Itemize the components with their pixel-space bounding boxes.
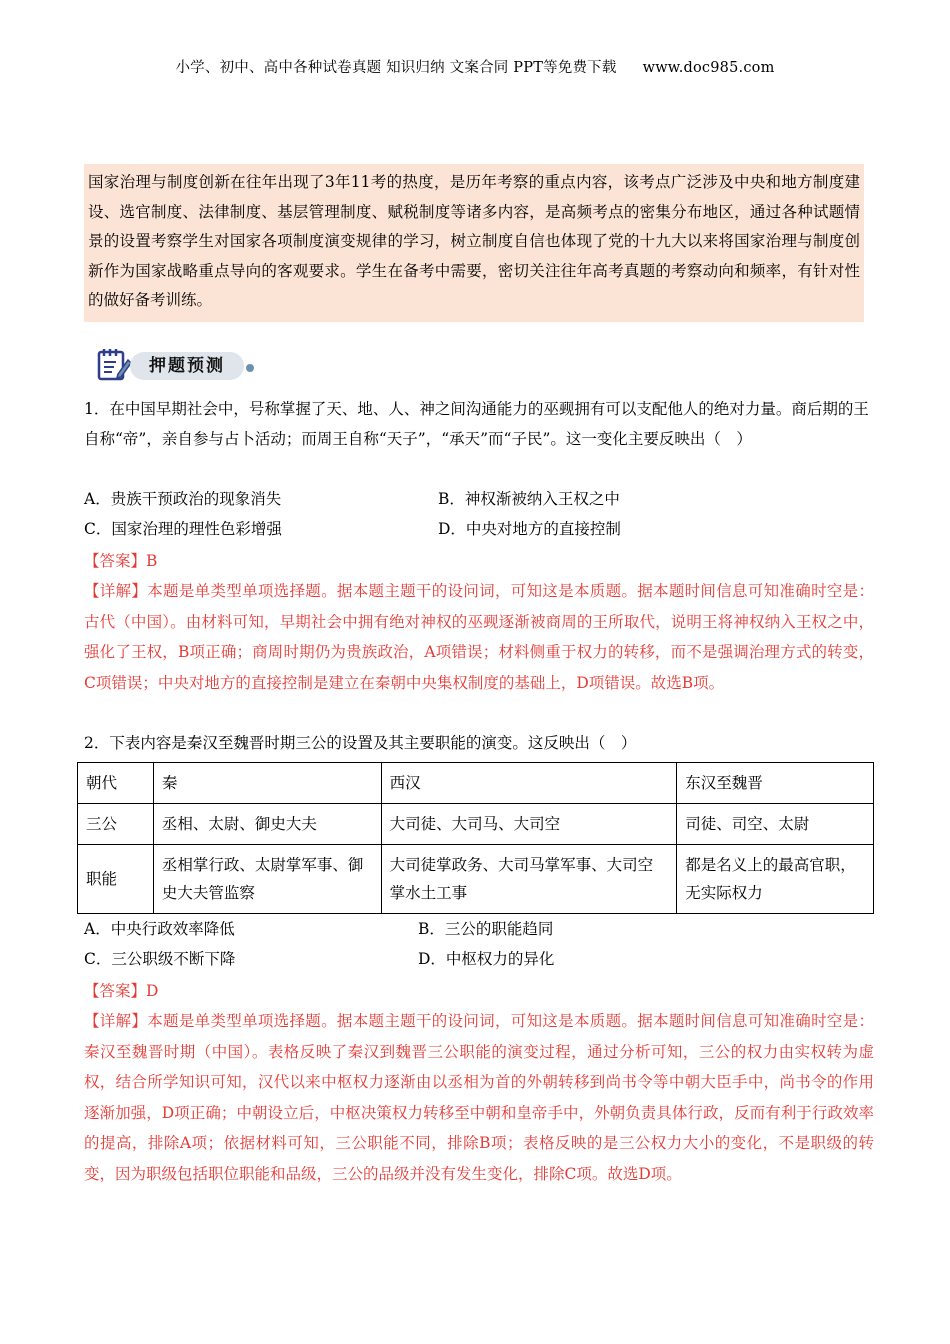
q1-detail-label: 【详解】 xyxy=(84,582,148,600)
table-row xyxy=(78,763,874,804)
header-url[interactable]: www.doc985.com xyxy=(642,60,775,76)
q1-option-d: D．中央对地方的直接控制 xyxy=(438,520,621,538)
table-cell: 职能 xyxy=(78,845,154,914)
header-text: 小学、初中、高中各种试卷真题 知识归纳 文案合同 PPT等免费下载 xyxy=(175,60,617,76)
section-banner xyxy=(96,346,266,386)
q2-table xyxy=(77,762,874,914)
q1-detail-text: 本题是单类型单项选择题。据本题主题干的设问词，可知这是本质题。据本题时间信息可知准确时空是：古代（中国）。由材料可知，早期社会中拥有绝对神权的巫觋逐渐被商周的王所取代，说明王将神权纳入王权之中，强化了王权，B项正确；商周时期仍为贵族政治，A项错误；材料侧重于权力的转移，而不是强调治理方式的转变，C项错误；中央对地方的直接控制是建立在秦朝中央集权制度的基础上，D项错误。故选B项。 xyxy=(84,582,874,692)
question-1-stem: 1．在中国早期社会中，号称掌握了天、地、人、神之间沟通能力的巫觋拥有可以支配他人的绝对力量。商后期的王自称“帝”，亲自参与占卜活动；而周王自称“天子”，“承天”而“子民”。这一变化主要反映出（ ） xyxy=(84,400,869,448)
table-cell: 秦 xyxy=(153,763,381,804)
page-header xyxy=(0,56,950,77)
table-row xyxy=(78,804,874,845)
table-cell: 丞相、太尉、御史大夫 xyxy=(153,804,381,845)
table-cell: 东汉至魏晋 xyxy=(677,763,874,804)
q2-detail-label: 【详解】 xyxy=(84,1012,148,1030)
q2-option-b: B．三公的职能趋同 xyxy=(418,920,554,938)
q2-detail xyxy=(84,1006,874,1189)
notebook-pencil-icon xyxy=(96,346,132,382)
q1-option-c: C．国家治理的理性色彩增强 xyxy=(84,520,282,538)
q1-answer xyxy=(84,546,157,576)
table-cell: 三公 xyxy=(78,804,154,845)
q2-answer-value: D xyxy=(146,982,159,1000)
q1-answer-label: 【答案】 xyxy=(84,552,147,570)
table-row xyxy=(78,845,874,914)
q2-option-d: D．中枢权力的异化 xyxy=(418,950,555,968)
q2-detail-text: 本题是单类型单项选择题。据本题主题干的设问词，可知这是本质题。据本题时间信息可知准确时空是：秦汉至魏晋时期（中国）。表格反映了秦汉到魏晋三公职能的演变过程，通过分析可知，三公的权力由实权转为虚权，结合所学知识可知，汉代以来中枢权力逐渐由以丞相为首的外朝转移到尚书令等中朝大臣手中，尚书令的作用逐渐加强，D项正确；中朝设立后，中枢决策权力转移至中朝和皇帝手中，外朝负责具体行政，反而有利于行政效率的提高，排除A项；依据材料可知，三公职能不同，排除B项；表格反映的是三公权力大小的变化，不是职级的转变，因为职级包括职位职能和品级，三公的品级并没有发生变化，排除C项。故选D项。 xyxy=(84,1012,874,1183)
table-cell: 西汉 xyxy=(381,763,677,804)
table-cell: 司徒、司空、太尉 xyxy=(677,804,874,845)
q1-answer-value: B xyxy=(146,552,158,570)
table-cell: 丞相掌行政、太尉掌军事、御史大夫管监察 xyxy=(153,845,381,914)
q2-option-c: C．三公职级不断下降 xyxy=(84,950,236,968)
q1-option-b: B．神权渐被纳入王权之中 xyxy=(438,490,620,508)
q1-option-a: A．贵族干预政治的现象消失 xyxy=(84,490,282,508)
table-cell: 大司徒、大司马、大司空 xyxy=(381,804,677,845)
q2-answer xyxy=(84,976,158,1006)
table-cell: 都是名义上的最高官职，无实际权力 xyxy=(677,845,874,914)
question-2-stem: 2．下表内容是秦汉至魏晋时期三公的设置及其主要职能的演变。这反映出（ ） xyxy=(84,734,637,752)
q2-answer-label: 【答案】 xyxy=(84,982,147,1000)
banner-label: 押题预测 xyxy=(130,352,244,380)
q1-detail xyxy=(84,576,874,698)
table-cell: 朝代 xyxy=(78,763,154,804)
intro-box: 国家治理与制度创新在往年出现了3年11考的热度，是历年考察的重点内容，该考点广泛涉及中央和地方制度建设、选官制度、法律制度、基层管理制度、赋税制度等诸多内容，是高频考点的密集分布地区，通过各种试题情景的设置考察学生对国家各项制度演变规律的学习，树立制度自信也体现了党的十九大以来将国家治理与制度创新作为国家战略重点导向的客观要求。学生在备考中需要，密切关注往年高考真题的考察动向和频率，有针对性的做好备考训练。 xyxy=(84,164,864,322)
q2-option-a: A．中央行政效率降低 xyxy=(84,920,235,938)
table-cell: 大司徒掌政务、大司马掌军事、大司空掌水土工事 xyxy=(381,845,677,914)
banner-dot xyxy=(246,364,254,372)
